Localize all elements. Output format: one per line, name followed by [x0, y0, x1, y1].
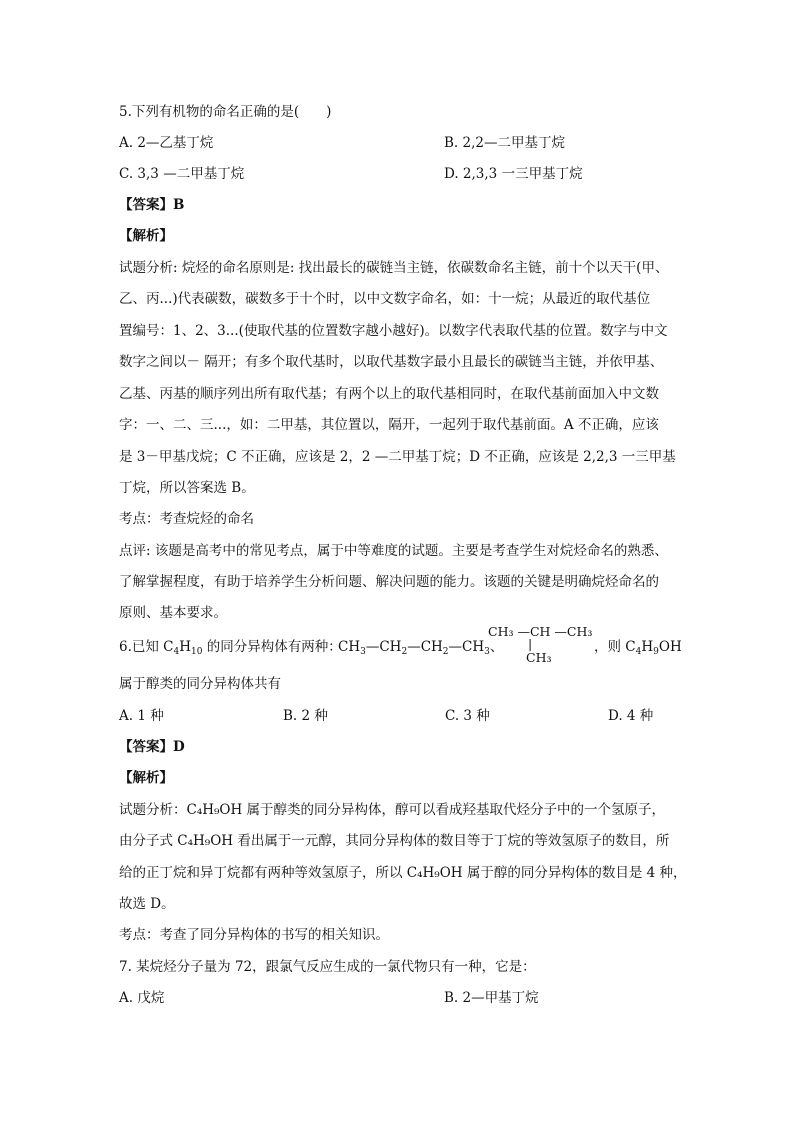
question-6-option-c: C. 3 种	[445, 708, 490, 724]
n-butane-formula: $CH_3—CH_2—CH_2—CH_3$、	[338, 639, 504, 657]
question-7-text: 7. 某烷烃分子量为 72，跟氯气反应生成的一氯代物只有一种，它是：	[119, 959, 536, 975]
isobutane-structure	[488, 624, 593, 668]
question-5-analysis-line: 试题分析: 烷烃的命名原则是: 找出最长的碳链当主链，依碳数命名主链，前十个以天干(甲、	[119, 260, 669, 276]
question-6-stem-part2: ，则 $C_4H_9OH$	[594, 639, 682, 657]
question-7-option-b: B. 2—甲基丁烷	[444, 990, 539, 1006]
question-5-option-a: A. 2—乙基丁烷	[119, 135, 214, 151]
question-5-option-c: C. 3,3 —二甲基丁烷	[119, 166, 245, 182]
question-5-text: 5.下列有机物的命名正确的是( )	[119, 104, 332, 120]
question-5-analysis-line: 乙基、丙基的顺序列出所有取代基；有两个以上的取代基相同时，在取代基前面加入中文数	[119, 386, 659, 402]
question-5-analysis-heading: 【解析】	[119, 228, 173, 244]
question-5-kaodian: 考点：考查烷烃的命名	[119, 511, 254, 527]
question-5-analysis-line: 置编号：1、2、3...(使取代基的位置数字越小越好)。以数字代表取代基的位置。数字与中文	[119, 323, 668, 339]
question-6-stem-part1: 6.已知 $C_4H_{10}$ 的同分异构体有两种：	[119, 639, 342, 657]
isobutane-bond: |	[528, 636, 533, 651]
isobutane-branch: CH₃	[526, 650, 552, 665]
question-5-analysis-line: 乙、丙...)代表碳数，碳数多于十个时，以中文数字命名，如：十一烷；从最近的取代基位	[119, 291, 651, 307]
question-5-comment-line: 点评: 该题是高考中的常见考点，属于中等难度的试题。主要是考查学生对烷烃命名的熟悉、	[119, 543, 668, 559]
question-7-option-a: A. 戊烷	[119, 990, 165, 1006]
question-6-analysis-line: 故选 D。	[119, 896, 175, 912]
question-5-analysis-line: 数字之间以－ 隔开；有多个取代基时，以取代基数字最小且最长的碳链当主链，并依甲基、	[119, 354, 664, 370]
question-5-analysis-line: 字：一、二、三...，如：二甲基，其位置以，隔开，一起列于取代基前面。A 不正确，应该	[119, 417, 659, 433]
question-6-answer: 【答案】D	[119, 739, 185, 755]
question-5-comment-line: 了解掌握程度，有助于培养学生分析问题、解决问题的能力。该题的关键是明确烷烃命名的	[119, 574, 659, 590]
question-6-analysis-line: 试题分析：C₄H₉OH 属于醇类的同分异构体，醇可以看成羟基取代烃分子中的一个氢原子，	[119, 802, 666, 818]
question-5-answer: 【答案】B	[119, 197, 185, 213]
question-6-analysis-line: 由分子式 C₄H₉OH 看出属于一元醇，其同分异构体的数目等于丁烷的等效氢原子的数目，所	[119, 833, 670, 849]
question-6-option-a: A. 1 种	[119, 708, 164, 724]
question-6-option-d: D. 4 种	[608, 708, 654, 724]
question-6-analysis-heading: 【解析】	[119, 770, 173, 786]
question-6-stem-line2: 属于醇类的同分异构体共有	[119, 676, 281, 692]
question-5-analysis-line: 是 3－甲基戊烷；C 不正确，应该是 2，2 —二甲基丁烷；D 不正确，应该是 2,2,3 一三甲基	[119, 449, 676, 465]
question-6-analysis-line: 给的正丁烷和异丁烷都有两种等效氢原子，所以 C₄H₉OH 属于醇的同分异构体的数目是 4 种，	[119, 865, 687, 881]
question-5-analysis-line: 丁烷，所以答案选 B。	[119, 480, 255, 496]
question-5-comment-line: 原则、基本要求。	[119, 605, 227, 621]
question-5-option-d: D. 2,3,3 一三甲基丁烷	[444, 166, 583, 182]
question-6-kaodian: 考点：考查了同分异构体的书写的相关知识。	[119, 927, 389, 943]
question-5-option-b: B. 2,2—二甲基丁烷	[444, 135, 565, 151]
isobutane-main-chain: CH₃ —CH —CH₃	[488, 624, 593, 639]
question-6-option-b: B. 2 种	[283, 708, 328, 724]
